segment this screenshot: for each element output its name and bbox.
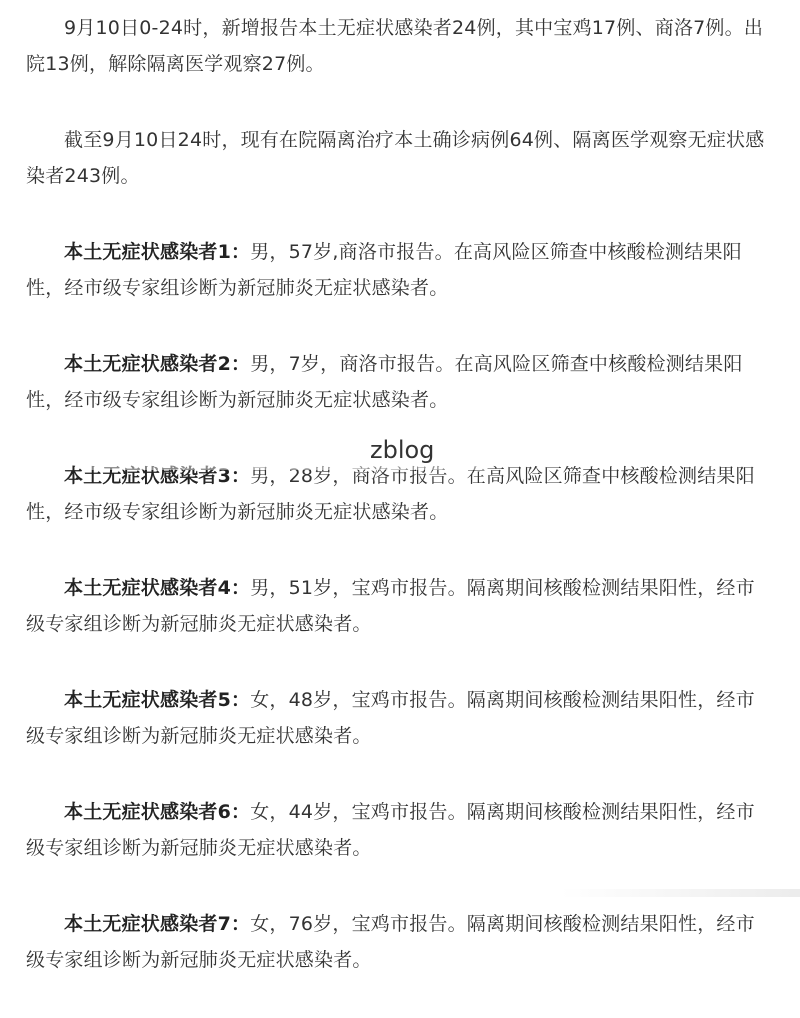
case-detail: 男，57岁,商洛市报告。在高风险区筛查中核酸检测结果阳性，经市级专家组诊断为新冠肺炎无症状感染者。 bbox=[26, 241, 742, 299]
case-label: 本土无症状感染者3： bbox=[64, 465, 251, 487]
case-label: 本土无症状感染者2： bbox=[64, 353, 251, 375]
case-label: 本土无症状感染者4： bbox=[64, 577, 251, 599]
case-detail: 男，7岁，商洛市报告。在高风险区筛查中核酸检测结果阳性，经市级专家组诊断为新冠肺炎无症状感染者。 bbox=[26, 353, 743, 411]
case-paragraph-4 bbox=[26, 570, 772, 642]
case-detail: 女，48岁，宝鸡市报告。隔离期间核酸检测结果阳性，经市级专家组诊断为新冠肺炎无症状感染者。 bbox=[26, 689, 755, 747]
case-paragraph-2 bbox=[26, 346, 772, 418]
case-paragraph-6 bbox=[26, 794, 772, 866]
bottom-edge-shadow bbox=[560, 889, 800, 897]
case-detail: 男，28岁，商洛市报告。在高风险区筛查中核酸检测结果阳性，经市级专家组诊断为新冠肺炎无症状感染者。 bbox=[26, 465, 755, 523]
case-detail: 女，44岁，宝鸡市报告。隔离期间核酸检测结果阳性，经市级专家组诊断为新冠肺炎无症状感染者。 bbox=[26, 801, 755, 859]
case-paragraph-1 bbox=[26, 234, 772, 306]
case-paragraph-5 bbox=[26, 682, 772, 754]
case-label: 本土无症状感染者7： bbox=[64, 913, 251, 935]
summary-paragraph-current-cases bbox=[26, 122, 772, 194]
case-label: 本土无症状感染者6： bbox=[64, 801, 251, 823]
case-paragraph-3 bbox=[26, 458, 772, 530]
summary-paragraph-new-cases bbox=[26, 10, 772, 82]
case-detail: 男，51岁，宝鸡市报告。隔离期间核酸检测结果阳性，经市级专家组诊断为新冠肺炎无症状感染者。 bbox=[26, 577, 755, 635]
watermark-text: zblog bbox=[370, 436, 435, 464]
case-paragraph-7 bbox=[26, 906, 772, 978]
paragraph-text: 9月10日0-24时，新增报告本土无症状感染者24例，其中宝鸡17例、商洛7例。出院13例，解除隔离医学观察27例。 bbox=[26, 17, 764, 75]
case-label: 本土无症状感染者1： bbox=[64, 241, 251, 263]
article-body bbox=[26, 10, 772, 1018]
case-label: 本土无症状感染者5： bbox=[64, 689, 251, 711]
paragraph-text: 截至9月10日24时，现有在院隔离治疗本土确诊病例64例、隔离医学观察无症状感染者243例。 bbox=[26, 129, 765, 187]
case-detail: 女，76岁，宝鸡市报告。隔离期间核酸检测结果阳性，经市级专家组诊断为新冠肺炎无症状感染者。 bbox=[26, 913, 755, 971]
